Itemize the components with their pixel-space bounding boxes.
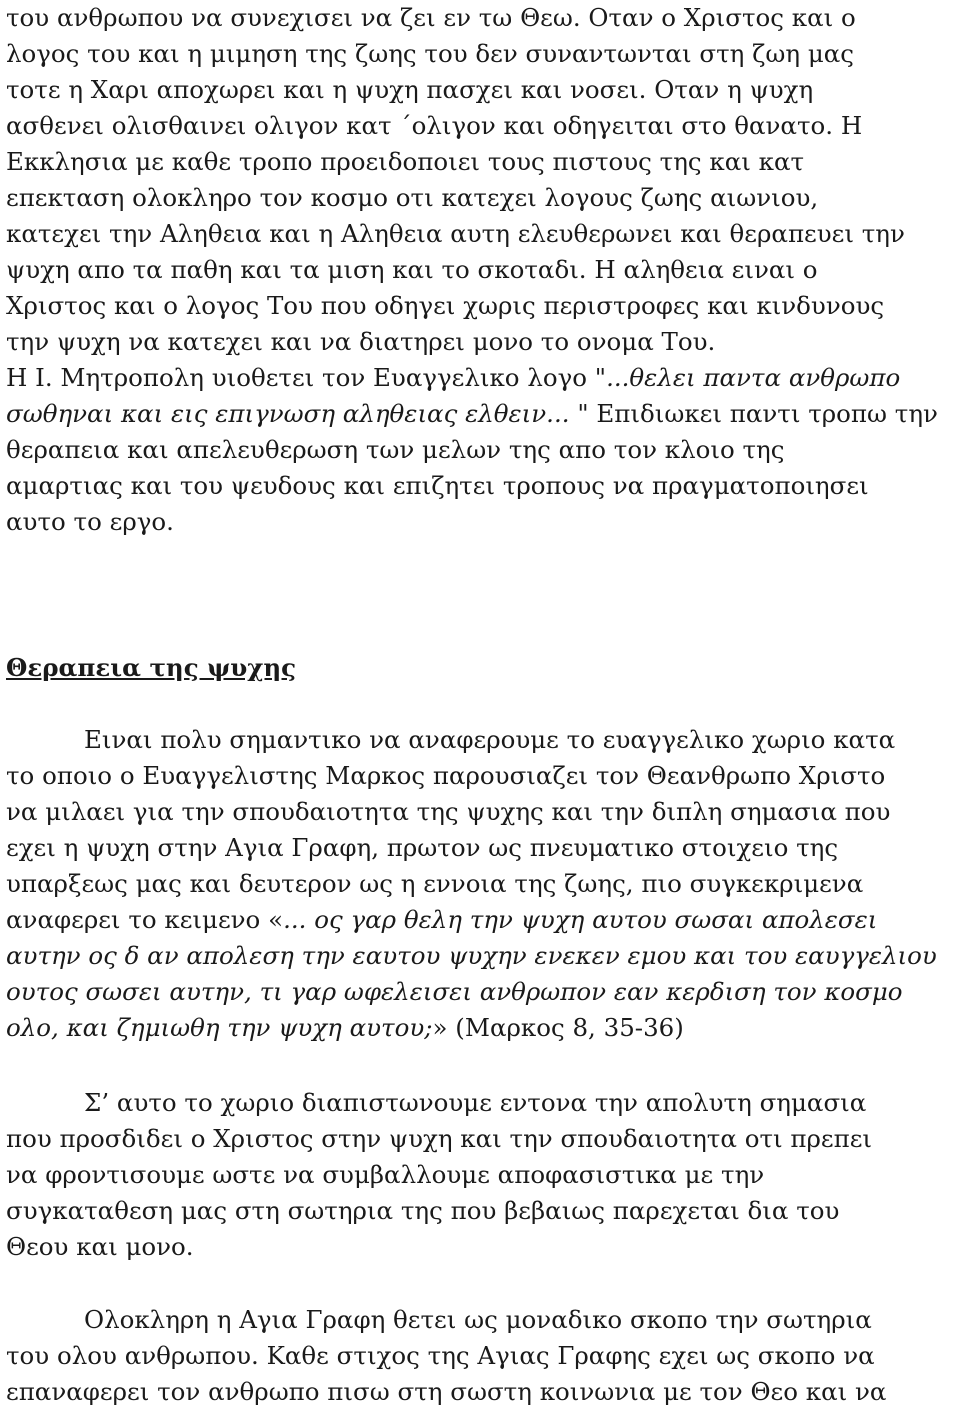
quote-text: ...θελει παντα ανθρωπο (606, 363, 901, 392)
text-line: υπαρξεως μας και δευτερον ως η εννοια της ζωης, πιο συγκεκριμενα (6, 869, 864, 898)
text-line: συγκαταθεση μας στη σωτηρια της που βεβαιως παρεχεται δια του (6, 1196, 840, 1225)
text-line (6, 396, 938, 432)
text-line: κατεχει την Αληθεια και η Αληθεια αυτη ελευθερωνει και θεραπευει την (6, 219, 905, 248)
section-heading: Θεραπεια της ψυχης (6, 653, 297, 682)
text-line: επεκταση ολοκληρο τον κοσμο οτι κατεχει λογους ζωης αιωνιου, (6, 183, 819, 212)
text-line: να φροντισουμε ωστε να συμβαλλουμε αποφασιστικα με την (6, 1160, 765, 1189)
text-line: επαναφερει τον ανθρωπο πισω στη σωστη κοινωνια με τον Θεο και να (6, 1377, 887, 1406)
text-line: Ολοκληρη η Αγια Γραφη θετει ως μοναδικο σκοπο την σωτηρια (84, 1305, 872, 1334)
text-line: του ανθρωπου να συνεχισει να ζει εν τω Θεω. Οταν ο Χριστος και ο (6, 3, 856, 32)
quote-line: αυτην ος δ αν απολεση την εαυτου ψυχην ενεκεν εμου και του εαυγγελιου (6, 941, 937, 970)
text-line: αμαρτιας και του ψευδους και επιζητει τροπους να πραγματοποιησει (6, 471, 869, 500)
quote-text: σωθηναι και εις επιγνωση αληθειας ελθειν... (6, 399, 570, 428)
text-run: Η Ι. Μητροπολη υιοθετει τον Ευαγγελικο λογο " (6, 363, 607, 392)
text-line: που προσδιδει ο Χριστος στην ψυχη και την σπουδαιοτητα οτι πρεπει (6, 1124, 872, 1153)
text-line: του ολου ανθρωπου. Καθε στιχος της Αγιας Γραφης εχει ως σκοπο να (6, 1341, 875, 1370)
quote-text: ... ος γαρ θελη την ψυχη αυτου σωσαι απολεσει (283, 905, 878, 934)
text-line: ασθενει ολισθαινει ολιγον κατ ΄ολιγον και οδηγειται στο θανατο. Η (6, 111, 863, 140)
text-line: τοτε η Χαρι αποχωρει και η ψυχη πασχει και νοσει. Οταν η ψυχη (6, 75, 814, 104)
text-line (6, 360, 900, 396)
text-line: αυτο το εργο. (6, 507, 174, 536)
citation: » (Μαρκος 8, 35-36) (432, 1013, 684, 1042)
text-line: λογος του και η μιμηση της ζωης του δεν συναντωνται στη ζωη μας (6, 39, 855, 68)
text-line: να μιλαει για την σπουδαιοτητα της ψυχης και την διπλη σημασια που (6, 797, 891, 826)
text-run: αναφερει το κειμενο « (6, 905, 284, 934)
text-line: το οποιο ο Ευαγγελιστης Μαρκος παρουσιαζει τον Θεανθρωπο Χριστο (6, 761, 886, 790)
text-line (6, 902, 877, 938)
text-line: Χριστος και ο λογος Του που οδηγει χωρις περιστροφες και κινδυνους (6, 291, 885, 320)
text-run: " Επιδιωκει παντι τροπω την (569, 399, 938, 428)
text-line: ψυχη απο τα παθη και τα μιση και το σκοταδι. Η αληθεια ειναι ο (6, 255, 818, 284)
text-line: την ψυχη να κατεχει και να διατηρει μονο το ονομα Του. (6, 327, 716, 356)
text-line: θεραπεια και απελευθερωση των μελων της απο τον κλοιο της (6, 435, 785, 464)
quote-text: ολο, και ζημιωθη την ψυχη αυτου; (6, 1013, 433, 1042)
text-line: Ειναι πολυ σημαντικο να αναφερουμε το ευαγγελικο χωριο κατα (84, 725, 896, 754)
text-line: Θεου και μονο. (6, 1232, 194, 1261)
quote-line: ουτος σωσει αυτην, τι γαρ ωφελεισει ανθρωπον εαν κερδιση τον κοσμο (6, 977, 903, 1006)
text-line (6, 1010, 684, 1046)
text-line: εχει η ψυχη στην Αγια Γραφη, πρωτον ως πνευματικο στοιχειο της (6, 833, 839, 862)
text-line: Σ’ αυτο το χωριο διαπιστωνουμε εντονα την απολυτη σημασια (84, 1088, 867, 1117)
text-line: Εκκλησια με καθε τροπο προειδοποιει τους πιστους της και κατ (6, 147, 805, 176)
